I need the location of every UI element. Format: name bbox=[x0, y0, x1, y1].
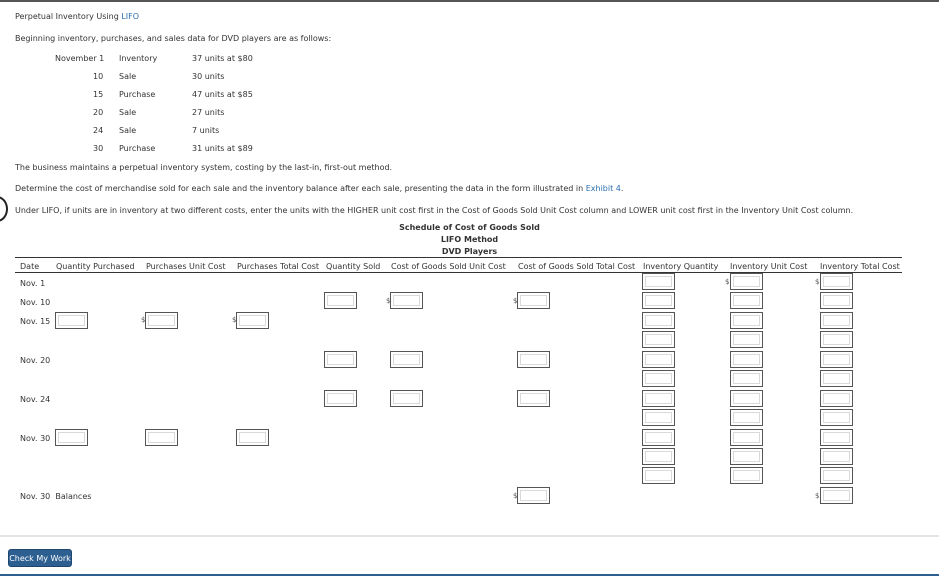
col-purch-total-cost: Purchases Total Cost bbox=[237, 262, 320, 271]
data-type: Purchase bbox=[119, 90, 156, 99]
paragraph-method: The business maintains a perpetual inventory system, costing by the last-in, first-out method. bbox=[15, 163, 393, 172]
dollar-sign: $ bbox=[513, 297, 518, 305]
data-date: 30 bbox=[93, 144, 104, 153]
data-type: Sale bbox=[119, 72, 137, 81]
data-type: Sale bbox=[119, 108, 137, 117]
circle-icon bbox=[0, 196, 8, 222]
row-label-nov10: Nov. 10 bbox=[20, 298, 51, 307]
data-detail: 30 units bbox=[192, 72, 225, 81]
inv-total-cost-input[interactable] bbox=[820, 273, 853, 290]
inv-unit-cost-input[interactable] bbox=[730, 292, 763, 309]
inv-total-cost-input[interactable] bbox=[820, 351, 853, 368]
cogs-total-cost-input[interactable] bbox=[517, 351, 550, 368]
inv-qty-input[interactable] bbox=[642, 351, 675, 368]
inv-total-cost-input[interactable] bbox=[820, 292, 853, 309]
header-rule-bottom bbox=[15, 272, 902, 273]
cogs-unit-cost-input[interactable] bbox=[390, 292, 423, 309]
inv-total-cost-input[interactable] bbox=[820, 390, 853, 407]
inv-total-cost-input[interactable] bbox=[820, 312, 853, 329]
data-detail: 37 units at $80 bbox=[192, 54, 253, 63]
row-label-nov20: Nov. 20 bbox=[20, 356, 51, 365]
paragraph-instructions bbox=[15, 184, 623, 193]
inv-total-cost-input[interactable] bbox=[820, 409, 853, 426]
para2-suffix: . bbox=[620, 184, 624, 193]
title-text: Perpetual Inventory Using bbox=[15, 12, 122, 21]
purch-unit-cost-input[interactable] bbox=[145, 312, 178, 329]
inv-qty-input[interactable] bbox=[642, 273, 675, 290]
data-date: 24 bbox=[93, 126, 104, 135]
dollar-sign: $ bbox=[815, 492, 820, 500]
data-detail: 31 units at $89 bbox=[192, 144, 253, 153]
inv-qty-input[interactable] bbox=[642, 448, 675, 465]
inv-unit-cost-input[interactable] bbox=[730, 390, 763, 407]
data-type: Purchase bbox=[119, 144, 156, 153]
qty-purchased-input[interactable] bbox=[55, 312, 88, 329]
cogs-unit-cost-input[interactable] bbox=[390, 351, 423, 368]
data-date: 10 bbox=[93, 72, 104, 81]
schedule-method: LIFO Method bbox=[440, 235, 499, 244]
row-label-nov24: Nov. 24 bbox=[20, 395, 51, 404]
col-qty-purchased: Quantity Purchased bbox=[56, 262, 135, 271]
data-type: Sale bbox=[119, 126, 137, 135]
purch-unit-cost-input[interactable] bbox=[145, 429, 178, 446]
inv-unit-cost-input[interactable] bbox=[730, 448, 763, 465]
dollar-sign: $ bbox=[725, 278, 730, 286]
inv-qty-input[interactable] bbox=[642, 370, 675, 387]
data-detail: 7 units bbox=[192, 126, 220, 135]
data-detail: 47 units at $85 bbox=[192, 90, 253, 99]
inv-total-cost-input[interactable] bbox=[820, 448, 853, 465]
cogs-total-cost-input[interactable] bbox=[517, 390, 550, 407]
data-date: November 1 bbox=[55, 54, 105, 63]
dollar-sign: $ bbox=[232, 316, 237, 324]
inv-qty-input[interactable] bbox=[642, 292, 675, 309]
cogs-total-cost-input[interactable] bbox=[517, 292, 550, 309]
check-my-work-button[interactable]: Check My Work bbox=[8, 549, 72, 567]
inv-total-cost-input[interactable] bbox=[820, 429, 853, 446]
inv-total-cost-input[interactable] bbox=[820, 467, 853, 484]
inv-qty-input[interactable] bbox=[642, 331, 675, 348]
inv-unit-cost-input[interactable] bbox=[730, 312, 763, 329]
inv-unit-cost-input[interactable] bbox=[730, 370, 763, 387]
header-rule-top bbox=[15, 257, 902, 258]
inv-unit-cost-input[interactable] bbox=[730, 467, 763, 484]
cogs-total-balance-input[interactable] bbox=[517, 487, 550, 504]
row-label-nov1: Nov. 1 bbox=[20, 279, 46, 288]
purch-total-cost-input[interactable] bbox=[236, 429, 269, 446]
paragraph-lifo-note: Under LIFO, if units are in inventory at two different costs, enter the units with the HIGHER unit cost first in the Cost of Goods Sold Unit Cost column and LOWER unit cost first in the Inventory Unit Cost column. bbox=[15, 206, 854, 215]
row-label-balances: Nov. 30 Balances bbox=[20, 492, 92, 501]
dollar-sign: $ bbox=[386, 297, 391, 305]
schedule-product: DVD Players bbox=[441, 247, 498, 256]
inv-qty-input[interactable] bbox=[642, 467, 675, 484]
inv-qty-input[interactable] bbox=[642, 409, 675, 426]
inv-total-cost-input[interactable] bbox=[820, 370, 853, 387]
inv-qty-input[interactable] bbox=[642, 390, 675, 407]
bottom-divider bbox=[0, 535, 939, 537]
schedule-title: Schedule of Cost of Goods Sold bbox=[399, 223, 540, 232]
data-date: 15 bbox=[93, 90, 104, 99]
inv-unit-cost-input[interactable] bbox=[730, 429, 763, 446]
row-label-nov15: Nov. 15 bbox=[20, 317, 51, 326]
purch-total-cost-input[interactable] bbox=[236, 312, 269, 329]
inv-total-cost-input[interactable] bbox=[820, 331, 853, 348]
qty-purchased-input[interactable] bbox=[55, 429, 88, 446]
inv-unit-cost-input[interactable] bbox=[730, 351, 763, 368]
col-qty-sold: Quantity Sold bbox=[326, 262, 381, 271]
qty-sold-input[interactable] bbox=[324, 351, 357, 368]
inv-unit-cost-input[interactable] bbox=[730, 409, 763, 426]
para2-text: Determine the cost of merchandise sold for each sale and the inventory balance after each sale, presenting the data in the form illustrated in bbox=[15, 184, 586, 193]
col-inv-total-cost: Inventory Total Cost bbox=[820, 262, 900, 271]
inv-unit-cost-input[interactable] bbox=[730, 331, 763, 348]
data-type: Inventory bbox=[119, 54, 158, 63]
intro-text: Beginning inventory, purchases, and sales data for DVD players are as follows: bbox=[15, 34, 332, 43]
dollar-sign: $ bbox=[513, 492, 518, 500]
dollar-sign: $ bbox=[815, 278, 820, 286]
dollar-sign: $ bbox=[141, 316, 146, 324]
col-cogs-unit-cost: Cost of Goods Sold Unit Cost bbox=[391, 262, 506, 271]
inv-qty-input[interactable] bbox=[642, 429, 675, 446]
data-date: 20 bbox=[93, 108, 104, 117]
row-label-nov30: Nov. 30 bbox=[20, 434, 51, 443]
qty-sold-input[interactable] bbox=[324, 292, 357, 309]
inv-qty-input[interactable] bbox=[642, 312, 675, 329]
col-inv-qty: Inventory Quantity bbox=[643, 262, 719, 271]
exhibit-link[interactable]: Exhibit 4 bbox=[585, 184, 621, 193]
data-detail: 27 units bbox=[192, 108, 225, 117]
title-method: LIFO bbox=[121, 12, 140, 21]
top-border bbox=[0, 0, 939, 2]
page-title bbox=[15, 12, 139, 21]
col-inv-unit-cost: Inventory Unit Cost bbox=[730, 262, 808, 271]
inv-total-balance-input[interactable] bbox=[820, 487, 853, 504]
col-date: Date bbox=[20, 262, 40, 271]
qty-sold-input[interactable] bbox=[324, 390, 357, 407]
col-purch-unit-cost: Purchases Unit Cost bbox=[146, 262, 226, 271]
col-cogs-total-cost: Cost of Goods Sold Total Cost bbox=[518, 262, 636, 271]
cogs-unit-cost-input[interactable] bbox=[390, 390, 423, 407]
bottom-bar bbox=[0, 574, 939, 576]
inv-unit-cost-input[interactable] bbox=[730, 273, 763, 290]
